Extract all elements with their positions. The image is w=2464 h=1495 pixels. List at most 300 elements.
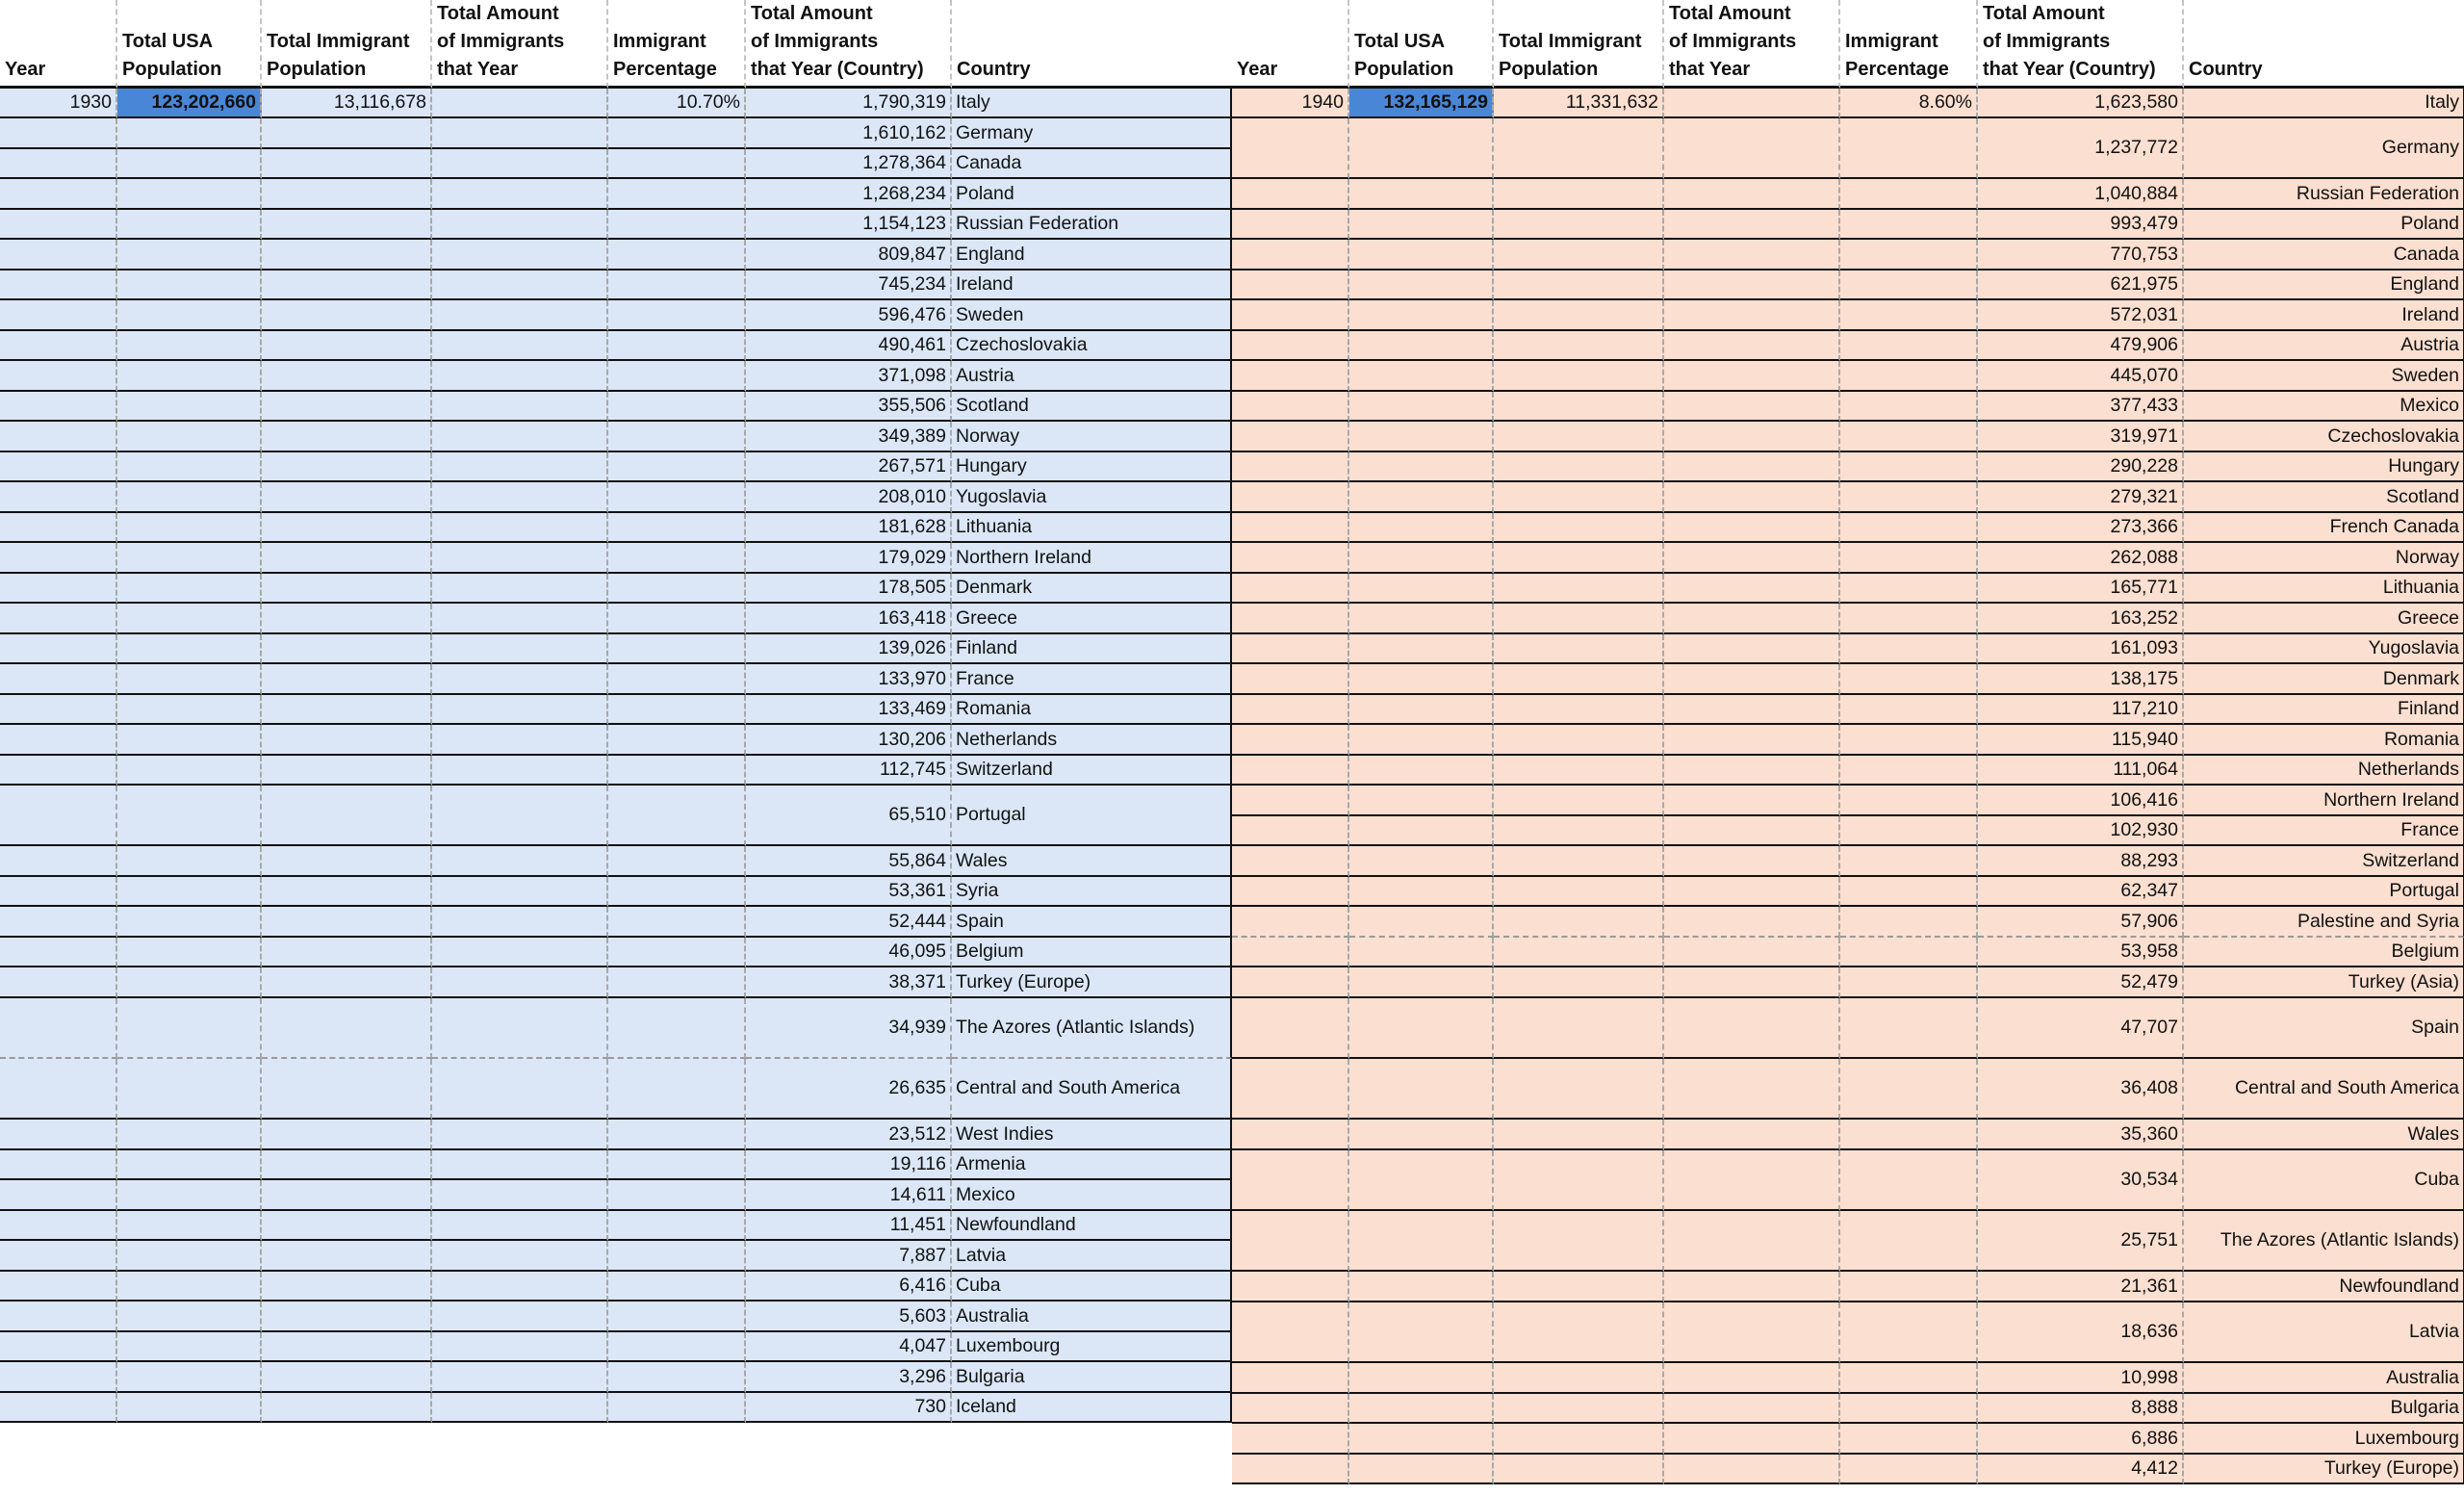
empty-cell[interactable] — [432, 179, 608, 210]
empty-cell[interactable] — [1840, 574, 1978, 604]
empty-cell[interactable] — [1840, 118, 1978, 179]
country-cell[interactable]: Mexico — [2184, 392, 2464, 422]
empty-cell[interactable] — [1494, 1302, 1664, 1363]
empty-cell[interactable] — [117, 756, 262, 786]
empty-cell[interactable] — [1232, 604, 1349, 634]
amount-cell[interactable]: 596,476 — [746, 300, 952, 331]
empty-cell[interactable] — [432, 543, 608, 574]
empty-cell[interactable] — [1664, 907, 1840, 938]
country-cell[interactable]: Yugoslavia — [2184, 634, 2464, 664]
empty-cell[interactable] — [432, 361, 608, 392]
country-cell[interactable]: Iceland — [952, 1393, 1232, 1423]
empty-cell[interactable] — [262, 846, 432, 877]
country-cell[interactable]: Greece — [2184, 604, 2464, 634]
empty-cell[interactable] — [1494, 513, 1664, 543]
empty-cell[interactable] — [1349, 816, 1494, 846]
empty-cell[interactable] — [117, 271, 262, 300]
empty-cell[interactable] — [1349, 1120, 1494, 1150]
country-cell[interactable]: England — [2184, 271, 2464, 300]
empty-cell[interactable] — [432, 1059, 608, 1120]
empty-cell[interactable] — [117, 907, 262, 938]
empty-cell[interactable] — [262, 422, 432, 452]
country-cell[interactable]: Switzerland — [952, 756, 1232, 786]
empty-cell[interactable] — [1494, 300, 1664, 331]
empty-cell[interactable] — [1494, 1059, 1664, 1120]
empty-cell[interactable] — [1664, 1455, 1840, 1484]
amount-cell[interactable]: 181,628 — [746, 513, 952, 543]
empty-cell[interactable] — [117, 210, 262, 240]
empty-cell[interactable] — [1349, 300, 1494, 331]
amount-cell[interactable]: 445,070 — [1978, 361, 2184, 392]
empty-cell[interactable] — [432, 210, 608, 240]
country-cell[interactable]: Finland — [2184, 695, 2464, 725]
empty-cell[interactable] — [1232, 634, 1349, 664]
amount-cell[interactable]: 179,029 — [746, 543, 952, 574]
empty-cell[interactable] — [0, 1180, 117, 1211]
empty-cell[interactable] — [262, 574, 432, 604]
empty-cell[interactable] — [1232, 543, 1349, 574]
empty-cell[interactable] — [117, 1241, 262, 1272]
empty-cell[interactable] — [1494, 331, 1664, 361]
amount-cell[interactable]: 138,175 — [1978, 664, 2184, 695]
empty-cell[interactable] — [1840, 179, 1978, 210]
empty-cell[interactable] — [432, 240, 608, 271]
empty-cell[interactable] — [608, 543, 746, 574]
empty-cell[interactable] — [262, 118, 432, 149]
empty-cell[interactable] — [1664, 89, 1840, 118]
empty-cell[interactable] — [0, 1393, 117, 1423]
empty-cell[interactable] — [1349, 877, 1494, 907]
empty-cell[interactable] — [117, 1120, 262, 1150]
empty-cell[interactable] — [117, 1302, 262, 1332]
empty-cell[interactable] — [1232, 725, 1349, 756]
empty-cell[interactable] — [262, 149, 432, 179]
empty-cell[interactable] — [1494, 452, 1664, 482]
empty-cell[interactable] — [1664, 361, 1840, 392]
empty-cell[interactable] — [1494, 1272, 1664, 1302]
country-cell[interactable]: Palestine and Syria — [2184, 907, 2464, 938]
amount-cell[interactable]: 377,433 — [1978, 392, 2184, 422]
amount-cell[interactable]: 621,975 — [1978, 271, 2184, 300]
empty-cell[interactable] — [1664, 998, 1840, 1059]
empty-cell[interactable] — [1349, 1424, 1494, 1455]
empty-cell[interactable] — [1840, 392, 1978, 422]
empty-cell[interactable] — [1494, 846, 1664, 877]
empty-cell[interactable] — [432, 756, 608, 786]
country-cell[interactable]: Finland — [952, 634, 1232, 664]
empty-cell[interactable] — [262, 1059, 432, 1120]
empty-cell[interactable] — [117, 1393, 262, 1423]
country-cell[interactable]: French Canada — [2184, 513, 2464, 543]
empty-cell[interactable] — [608, 422, 746, 452]
empty-cell[interactable] — [1840, 1150, 1978, 1211]
country-cell[interactable]: Poland — [952, 179, 1232, 210]
empty-cell[interactable] — [608, 1241, 746, 1272]
empty-cell[interactable] — [262, 361, 432, 392]
empty-cell[interactable] — [432, 422, 608, 452]
empty-cell[interactable] — [1664, 574, 1840, 604]
empty-cell[interactable] — [1664, 604, 1840, 634]
country-cell[interactable]: Germany — [2184, 118, 2464, 179]
empty-cell[interactable] — [432, 877, 608, 907]
empty-cell[interactable] — [262, 482, 432, 513]
empty-cell[interactable] — [1840, 482, 1978, 513]
empty-cell[interactable] — [262, 1241, 432, 1272]
empty-cell[interactable] — [0, 1059, 117, 1120]
empty-cell[interactable] — [1840, 786, 1978, 816]
empty-cell[interactable] — [1494, 543, 1664, 574]
empty-cell[interactable] — [1232, 967, 1349, 998]
empty-cell[interactable] — [1664, 756, 1840, 786]
empty-cell[interactable] — [1840, 422, 1978, 452]
empty-cell[interactable] — [608, 634, 746, 664]
empty-cell[interactable] — [117, 664, 262, 695]
amount-cell[interactable]: 165,771 — [1978, 574, 2184, 604]
empty-cell[interactable] — [1494, 422, 1664, 452]
empty-cell[interactable] — [1664, 725, 1840, 756]
empty-cell[interactable] — [117, 604, 262, 634]
empty-cell[interactable] — [117, 361, 262, 392]
empty-cell[interactable] — [1494, 664, 1664, 695]
country-cell[interactable]: Turkey (Asia) — [2184, 967, 2464, 998]
country-cell[interactable]: Russian Federation — [2184, 179, 2464, 210]
empty-cell[interactable] — [1840, 361, 1978, 392]
empty-cell[interactable] — [1232, 786, 1349, 816]
empty-cell[interactable] — [262, 938, 432, 967]
amount-cell[interactable]: 34,939 — [746, 998, 952, 1059]
empty-cell[interactable] — [1232, 1363, 1349, 1394]
empty-cell[interactable] — [1840, 513, 1978, 543]
empty-cell[interactable] — [1349, 907, 1494, 938]
empty-cell[interactable] — [1349, 1211, 1494, 1272]
amount-cell[interactable]: 111,064 — [1978, 756, 2184, 786]
amount-cell[interactable]: 46,095 — [746, 938, 952, 967]
country-cell[interactable]: Northern Ireland — [2184, 786, 2464, 816]
empty-cell[interactable] — [117, 149, 262, 179]
amount-cell[interactable]: 1,154,123 — [746, 210, 952, 240]
empty-cell[interactable] — [1349, 1059, 1494, 1120]
amount-cell[interactable]: 349,389 — [746, 422, 952, 452]
empty-cell[interactable] — [432, 271, 608, 300]
empty-cell[interactable] — [432, 300, 608, 331]
empty-cell[interactable] — [1840, 907, 1978, 938]
empty-cell[interactable] — [1840, 967, 1978, 998]
amount-cell[interactable]: 30,534 — [1978, 1150, 2184, 1211]
amount-cell[interactable]: 88,293 — [1978, 846, 2184, 877]
empty-cell[interactable] — [1840, 1120, 1978, 1150]
empty-cell[interactable] — [608, 1180, 746, 1211]
empty-cell[interactable] — [1232, 240, 1349, 271]
empty-cell[interactable] — [1840, 543, 1978, 574]
empty-cell[interactable] — [0, 392, 117, 422]
amount-cell[interactable]: 178,505 — [746, 574, 952, 604]
empty-cell[interactable] — [432, 482, 608, 513]
empty-cell[interactable] — [1494, 695, 1664, 725]
amount-cell[interactable]: 47,707 — [1978, 998, 2184, 1059]
empty-cell[interactable] — [0, 240, 117, 271]
empty-cell[interactable] — [1232, 756, 1349, 786]
empty-cell[interactable] — [432, 392, 608, 422]
empty-cell[interactable] — [0, 118, 117, 149]
empty-cell[interactable] — [1232, 846, 1349, 877]
empty-cell[interactable] — [0, 1241, 117, 1272]
amount-cell[interactable]: 57,906 — [1978, 907, 2184, 938]
empty-cell[interactable] — [1349, 240, 1494, 271]
empty-cell[interactable] — [608, 1272, 746, 1302]
empty-cell[interactable] — [0, 756, 117, 786]
empty-cell[interactable] — [262, 664, 432, 695]
empty-cell[interactable] — [117, 1211, 262, 1241]
amount-cell[interactable]: 3,296 — [746, 1362, 952, 1393]
amount-cell[interactable]: 36,408 — [1978, 1059, 2184, 1120]
empty-cell[interactable] — [1349, 118, 1494, 179]
country-cell[interactable]: England — [952, 240, 1232, 271]
empty-cell[interactable] — [432, 1272, 608, 1302]
total-immigrant-population-cell[interactable]: 13,116,678 — [262, 89, 432, 118]
empty-cell[interactable] — [1232, 1455, 1349, 1484]
empty-cell[interactable] — [608, 1302, 746, 1332]
empty-cell[interactable] — [608, 725, 746, 756]
country-cell[interactable]: Sweden — [2184, 361, 2464, 392]
amount-cell[interactable]: 26,635 — [746, 1059, 952, 1120]
empty-cell[interactable] — [117, 574, 262, 604]
empty-cell[interactable] — [117, 725, 262, 756]
empty-cell[interactable] — [117, 179, 262, 210]
country-cell[interactable]: Turkey (Europe) — [952, 967, 1232, 998]
empty-cell[interactable] — [1232, 907, 1349, 938]
empty-cell[interactable] — [1349, 422, 1494, 452]
amount-cell[interactable]: 133,970 — [746, 664, 952, 695]
empty-cell[interactable] — [0, 149, 117, 179]
empty-cell[interactable] — [608, 938, 746, 967]
empty-cell[interactable] — [1840, 210, 1978, 240]
amount-cell[interactable]: 6,416 — [746, 1272, 952, 1302]
country-cell[interactable]: Armenia — [952, 1150, 1232, 1180]
empty-cell[interactable] — [1664, 271, 1840, 300]
amount-cell[interactable]: 1,623,580 — [1978, 89, 2184, 118]
empty-cell[interactable] — [0, 1211, 117, 1241]
empty-cell[interactable] — [0, 513, 117, 543]
country-cell[interactable]: Romania — [2184, 725, 2464, 756]
empty-cell[interactable] — [1349, 543, 1494, 574]
empty-cell[interactable] — [1232, 482, 1349, 513]
empty-cell[interactable] — [0, 1272, 117, 1302]
country-cell[interactable]: Wales — [952, 846, 1232, 877]
country-cell[interactable]: Newfoundland — [952, 1211, 1232, 1241]
empty-cell[interactable] — [1349, 271, 1494, 300]
empty-cell[interactable] — [0, 634, 117, 664]
empty-cell[interactable] — [0, 574, 117, 604]
amount-cell[interactable]: 139,026 — [746, 634, 952, 664]
empty-cell[interactable] — [1840, 1059, 1978, 1120]
empty-cell[interactable] — [0, 1120, 117, 1150]
empty-cell[interactable] — [1494, 816, 1664, 846]
empty-cell[interactable] — [0, 1332, 117, 1362]
empty-cell[interactable] — [608, 604, 746, 634]
empty-cell[interactable] — [117, 998, 262, 1059]
country-cell[interactable]: Turkey (Europe) — [2184, 1455, 2464, 1484]
amount-cell[interactable]: 65,510 — [746, 786, 952, 846]
empty-cell[interactable] — [1664, 1059, 1840, 1120]
empty-cell[interactable] — [1840, 1363, 1978, 1394]
empty-cell[interactable] — [1494, 786, 1664, 816]
empty-cell[interactable] — [262, 1332, 432, 1362]
amount-cell[interactable]: 163,252 — [1978, 604, 2184, 634]
empty-cell[interactable] — [1840, 1394, 1978, 1424]
empty-cell[interactable] — [1349, 1394, 1494, 1424]
empty-cell[interactable] — [117, 1272, 262, 1302]
empty-cell[interactable] — [1232, 300, 1349, 331]
amount-cell[interactable]: 115,940 — [1978, 725, 2184, 756]
country-cell[interactable]: Bulgaria — [2184, 1394, 2464, 1424]
amount-cell[interactable]: 290,228 — [1978, 452, 2184, 482]
country-cell[interactable]: Sweden — [952, 300, 1232, 331]
empty-cell[interactable] — [1232, 452, 1349, 482]
empty-cell[interactable] — [1664, 1150, 1840, 1211]
country-cell[interactable]: Italy — [2184, 89, 2464, 118]
empty-cell[interactable] — [1664, 1424, 1840, 1455]
empty-cell[interactable] — [1349, 1302, 1494, 1363]
country-cell[interactable]: Greece — [952, 604, 1232, 634]
amount-cell[interactable]: 355,506 — [746, 392, 952, 422]
country-cell[interactable]: Latvia — [952, 1241, 1232, 1272]
empty-cell[interactable] — [1232, 361, 1349, 392]
empty-cell[interactable] — [117, 118, 262, 149]
empty-cell[interactable] — [608, 756, 746, 786]
country-cell[interactable]: Hungary — [952, 452, 1232, 482]
country-cell[interactable]: Spain — [952, 907, 1232, 938]
empty-cell[interactable] — [262, 452, 432, 482]
empty-cell[interactable] — [608, 967, 746, 998]
country-cell[interactable]: Denmark — [952, 574, 1232, 604]
empty-cell[interactable] — [1349, 179, 1494, 210]
empty-cell[interactable] — [432, 664, 608, 695]
country-cell[interactable]: Luxembourg — [2184, 1424, 2464, 1455]
empty-cell[interactable] — [432, 1393, 608, 1423]
empty-cell[interactable] — [1664, 1211, 1840, 1272]
empty-cell[interactable] — [1494, 1211, 1664, 1272]
empty-cell[interactable] — [1349, 361, 1494, 392]
amount-cell[interactable]: 102,930 — [1978, 816, 2184, 846]
empty-cell[interactable] — [1494, 1424, 1664, 1455]
empty-cell[interactable] — [1664, 118, 1840, 179]
empty-cell[interactable] — [1232, 695, 1349, 725]
empty-cell[interactable] — [608, 452, 746, 482]
country-cell[interactable]: Ireland — [2184, 300, 2464, 331]
amount-cell[interactable]: 62,347 — [1978, 877, 2184, 907]
empty-cell[interactable] — [0, 482, 117, 513]
empty-cell[interactable] — [1840, 452, 1978, 482]
empty-cell[interactable] — [0, 725, 117, 756]
amount-cell[interactable]: 273,366 — [1978, 513, 2184, 543]
empty-cell[interactable] — [608, 331, 746, 361]
empty-cell[interactable] — [1494, 938, 1664, 967]
empty-cell[interactable] — [1840, 756, 1978, 786]
empty-cell[interactable] — [1232, 210, 1349, 240]
amount-cell[interactable]: 52,444 — [746, 907, 952, 938]
empty-cell[interactable] — [1494, 1120, 1664, 1150]
empty-cell[interactable] — [0, 1302, 117, 1332]
empty-cell[interactable] — [262, 877, 432, 907]
country-cell[interactable]: Netherlands — [2184, 756, 2464, 786]
empty-cell[interactable] — [262, 907, 432, 938]
empty-cell[interactable] — [608, 664, 746, 695]
empty-cell[interactable] — [262, 634, 432, 664]
empty-cell[interactable] — [1840, 300, 1978, 331]
empty-cell[interactable] — [608, 361, 746, 392]
country-cell[interactable]: Yugoslavia — [952, 482, 1232, 513]
amount-cell[interactable]: 23,512 — [746, 1120, 952, 1150]
country-cell[interactable]: Norway — [2184, 543, 2464, 574]
empty-cell[interactable] — [0, 452, 117, 482]
empty-cell[interactable] — [117, 846, 262, 877]
empty-cell[interactable] — [432, 452, 608, 482]
empty-cell[interactable] — [608, 1393, 746, 1423]
amount-cell[interactable]: 208,010 — [746, 482, 952, 513]
amount-cell[interactable]: 770,753 — [1978, 240, 2184, 271]
empty-cell[interactable] — [1494, 604, 1664, 634]
amount-cell[interactable]: 52,479 — [1978, 967, 2184, 998]
country-cell[interactable]: France — [2184, 816, 2464, 846]
empty-cell[interactable] — [1664, 392, 1840, 422]
empty-cell[interactable] — [1494, 967, 1664, 998]
empty-cell[interactable] — [262, 604, 432, 634]
amount-cell[interactable]: 8,888 — [1978, 1394, 2184, 1424]
amount-cell[interactable]: 38,371 — [746, 967, 952, 998]
empty-cell[interactable] — [1840, 846, 1978, 877]
empty-cell[interactable] — [0, 179, 117, 210]
empty-cell[interactable] — [432, 574, 608, 604]
country-cell[interactable]: Hungary — [2184, 452, 2464, 482]
empty-cell[interactable] — [1349, 634, 1494, 664]
amount-cell[interactable]: 490,461 — [746, 331, 952, 361]
empty-cell[interactable] — [262, 1150, 432, 1180]
empty-cell[interactable] — [117, 240, 262, 271]
empty-cell[interactable] — [432, 118, 608, 149]
empty-cell[interactable] — [608, 786, 746, 846]
country-cell[interactable]: Mexico — [952, 1180, 1232, 1211]
amount-cell[interactable]: 479,906 — [1978, 331, 2184, 361]
empty-cell[interactable] — [1494, 725, 1664, 756]
empty-cell[interactable] — [1349, 392, 1494, 422]
country-cell[interactable]: Denmark — [2184, 664, 2464, 695]
empty-cell[interactable] — [117, 331, 262, 361]
amount-cell[interactable]: 1,278,364 — [746, 149, 952, 179]
empty-cell[interactable] — [1232, 816, 1349, 846]
empty-cell[interactable] — [117, 1362, 262, 1393]
amount-cell[interactable]: 133,469 — [746, 695, 952, 725]
country-cell[interactable]: Syria — [952, 877, 1232, 907]
empty-cell[interactable] — [608, 240, 746, 271]
empty-cell[interactable] — [1349, 695, 1494, 725]
amount-cell[interactable]: 1,610,162 — [746, 118, 952, 149]
amount-cell[interactable]: 112,745 — [746, 756, 952, 786]
empty-cell[interactable] — [608, 179, 746, 210]
empty-cell[interactable] — [1664, 846, 1840, 877]
amount-cell[interactable]: 371,098 — [746, 361, 952, 392]
empty-cell[interactable] — [1232, 179, 1349, 210]
empty-cell[interactable] — [1232, 664, 1349, 695]
empty-cell[interactable] — [262, 271, 432, 300]
empty-cell[interactable] — [432, 998, 608, 1059]
empty-cell[interactable] — [432, 725, 608, 756]
empty-cell[interactable] — [0, 300, 117, 331]
empty-cell[interactable] — [1840, 998, 1978, 1059]
empty-cell[interactable] — [608, 877, 746, 907]
amount-cell[interactable]: 7,887 — [746, 1241, 952, 1272]
empty-cell[interactable] — [1232, 1059, 1349, 1120]
empty-cell[interactable] — [1232, 422, 1349, 452]
